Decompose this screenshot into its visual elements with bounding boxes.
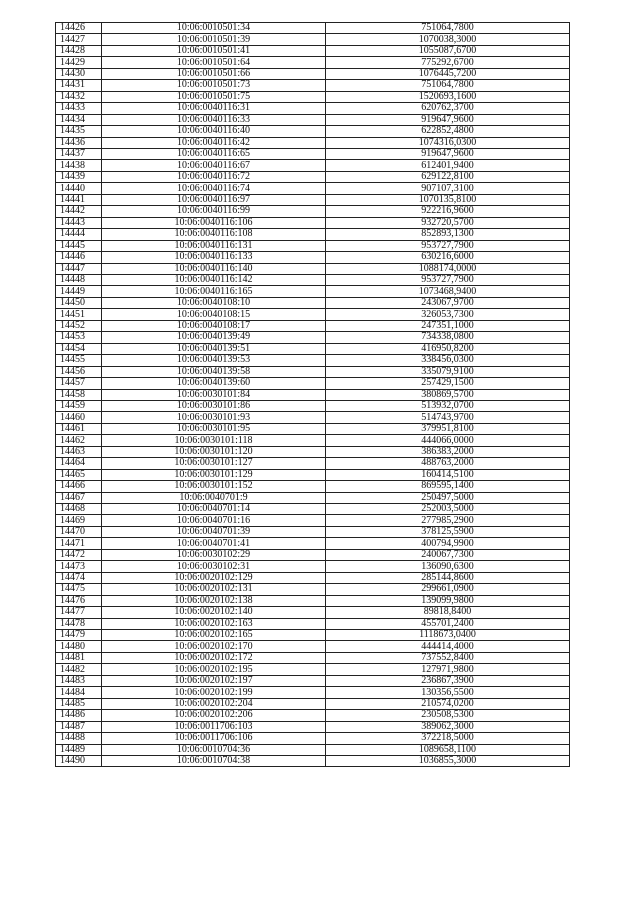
value-cell: 869595,1400: [326, 481, 570, 492]
cadastral-number-cell: 10:06:0040701:41: [102, 538, 326, 549]
row-number-cell: 14475: [56, 584, 102, 595]
value-cell: 380869,5700: [326, 389, 570, 400]
value-cell: 513932,0700: [326, 400, 570, 411]
cadastral-number-cell: 10:06:0010501:41: [102, 45, 326, 56]
cadastral-number-cell: 10:06:0020102:172: [102, 652, 326, 663]
value-cell: 130356,5500: [326, 687, 570, 698]
cadastral-number-cell: 10:06:0040139:58: [102, 366, 326, 377]
cadastral-number-cell: 10:06:0030102:31: [102, 561, 326, 572]
cadastral-number-cell: 10:06:0020102:131: [102, 584, 326, 595]
cadastral-number-cell: 10:06:0040116:74: [102, 183, 326, 194]
value-cell: 243067,9700: [326, 297, 570, 308]
table-row: [56, 103, 570, 114]
table-row: [56, 400, 570, 411]
value-cell: 379951,8100: [326, 423, 570, 434]
cadastral-number-cell: 10:06:0030101:129: [102, 469, 326, 480]
value-cell: 852893,1300: [326, 229, 570, 240]
value-cell: 285144,8600: [326, 572, 570, 583]
row-number-cell: 14466: [56, 481, 102, 492]
table-row: [56, 45, 570, 56]
value-cell: 612401,9400: [326, 160, 570, 171]
cadastral-number-cell: 10:06:0040701:14: [102, 504, 326, 515]
cadastral-number-cell: 10:06:0020102:163: [102, 618, 326, 629]
table-row: [56, 206, 570, 217]
table-row: [56, 148, 570, 159]
table-row: [56, 515, 570, 526]
cadastral-number-cell: 10:06:0011706:103: [102, 721, 326, 732]
table-row: [56, 572, 570, 583]
cadastral-number-cell: 10:06:0040139:49: [102, 332, 326, 343]
value-cell: 210574,0200: [326, 698, 570, 709]
cadastral-number-cell: 10:06:0030101:127: [102, 458, 326, 469]
row-number-cell: 14454: [56, 343, 102, 354]
cadastral-number-cell: 10:06:0040116:133: [102, 252, 326, 263]
cadastral-number-cell: 10:06:0040116:131: [102, 240, 326, 251]
table-row: [56, 240, 570, 251]
row-number-cell: 14468: [56, 504, 102, 515]
cadastral-number-cell: 10:06:0030101:86: [102, 400, 326, 411]
value-cell: 488763,2000: [326, 458, 570, 469]
cadastral-number-cell: 10:06:0010704:36: [102, 744, 326, 755]
table-row: [56, 34, 570, 45]
table-row: [56, 458, 570, 469]
table-row: [56, 526, 570, 537]
row-number-cell: 14482: [56, 664, 102, 675]
table-row: [56, 137, 570, 148]
table-row: [56, 423, 570, 434]
value-cell: 953727,7900: [326, 274, 570, 285]
cadastral-number-cell: 10:06:0011706:106: [102, 733, 326, 744]
cadastral-number-cell: 10:06:0040139:60: [102, 378, 326, 389]
cadastral-number-cell: 10:06:0040116:99: [102, 206, 326, 217]
row-number-cell: 14479: [56, 630, 102, 641]
table-row: [56, 469, 570, 480]
cadastral-number-cell: 10:06:0040116:65: [102, 148, 326, 159]
row-number-cell: 14480: [56, 641, 102, 652]
value-cell: 622852,4800: [326, 126, 570, 137]
cadastral-number-cell: 10:06:0020102:206: [102, 710, 326, 721]
row-number-cell: 14427: [56, 34, 102, 45]
table-row: [56, 549, 570, 560]
row-number-cell: 14456: [56, 366, 102, 377]
row-number-cell: 14473: [56, 561, 102, 572]
value-cell: 1074316,0300: [326, 137, 570, 148]
value-cell: 400794,9900: [326, 538, 570, 549]
cadastral-number-cell: 10:06:0020102:197: [102, 675, 326, 686]
value-cell: 378125,5900: [326, 526, 570, 537]
table-row: [56, 389, 570, 400]
row-number-cell: 14453: [56, 332, 102, 343]
value-cell: 372218,5000: [326, 733, 570, 744]
table-row: [56, 492, 570, 503]
value-cell: 1070135,8100: [326, 194, 570, 205]
row-number-cell: 14463: [56, 446, 102, 457]
row-number-cell: 14481: [56, 652, 102, 663]
table-row: [56, 744, 570, 755]
table-row: [56, 23, 570, 34]
cadastral-number-cell: 10:06:0040116:42: [102, 137, 326, 148]
value-cell: 386383,2000: [326, 446, 570, 457]
cadastral-value-table: [55, 22, 570, 767]
table-row: [56, 91, 570, 102]
cadastral-number-cell: 10:06:0040116:72: [102, 171, 326, 182]
value-cell: 1118673,0400: [326, 630, 570, 641]
table-row: [56, 538, 570, 549]
value-cell: 737552,8400: [326, 652, 570, 663]
value-cell: 1520693,1600: [326, 91, 570, 102]
table-row: [56, 194, 570, 205]
table-row: [56, 630, 570, 641]
row-number-cell: 14430: [56, 68, 102, 79]
row-number-cell: 14434: [56, 114, 102, 125]
value-cell: 919647,9600: [326, 148, 570, 159]
cadastral-number-cell: 10:06:0040108:10: [102, 297, 326, 308]
table-row: [56, 710, 570, 721]
cadastral-number-cell: 10:06:0040116:31: [102, 103, 326, 114]
value-cell: 416950,8200: [326, 343, 570, 354]
cadastral-number-cell: 10:06:0020102:165: [102, 630, 326, 641]
row-number-cell: 14444: [56, 229, 102, 240]
value-cell: 326053,7300: [326, 309, 570, 320]
table-row: [56, 664, 570, 675]
cadastral-number-cell: 10:06:0040108:17: [102, 320, 326, 331]
value-cell: 1089658,1100: [326, 744, 570, 755]
table-row: [56, 183, 570, 194]
row-number-cell: 14469: [56, 515, 102, 526]
row-number-cell: 14438: [56, 160, 102, 171]
table-row: [56, 584, 570, 595]
row-number-cell: 14478: [56, 618, 102, 629]
row-number-cell: 14464: [56, 458, 102, 469]
value-cell: 953727,7900: [326, 240, 570, 251]
row-number-cell: 14462: [56, 435, 102, 446]
row-number-cell: 14426: [56, 23, 102, 34]
row-number-cell: 14490: [56, 756, 102, 767]
cadastral-number-cell: 10:06:0040701:9: [102, 492, 326, 503]
table-row: [56, 435, 570, 446]
cadastral-number-cell: 10:06:0040701:39: [102, 526, 326, 537]
cadastral-number-cell: 10:06:0030101:84: [102, 389, 326, 400]
value-cell: 338456,0300: [326, 355, 570, 366]
value-cell: 629122,8100: [326, 171, 570, 182]
cadastral-number-cell: 10:06:0040116:165: [102, 286, 326, 297]
value-cell: 236867,3900: [326, 675, 570, 686]
cadastral-number-cell: 10:06:0020102:204: [102, 698, 326, 709]
row-number-cell: 14471: [56, 538, 102, 549]
row-number-cell: 14459: [56, 400, 102, 411]
cadastral-number-cell: 10:06:0040116:142: [102, 274, 326, 285]
value-cell: 514743,9700: [326, 412, 570, 423]
row-number-cell: 14461: [56, 423, 102, 434]
row-number-cell: 14447: [56, 263, 102, 274]
cadastral-number-cell: 10:06:0030101:95: [102, 423, 326, 434]
cadastral-number-cell: 10:06:0040116:33: [102, 114, 326, 125]
cadastral-number-cell: 10:06:0040139:51: [102, 343, 326, 354]
value-cell: 775292,6700: [326, 57, 570, 68]
table-row: [56, 68, 570, 79]
cadastral-number-cell: 10:06:0030101:120: [102, 446, 326, 457]
row-number-cell: 14474: [56, 572, 102, 583]
value-cell: 389062,3000: [326, 721, 570, 732]
cadastral-number-cell: 10:06:0040116:67: [102, 160, 326, 171]
cadastral-number-cell: 10:06:0040116:108: [102, 229, 326, 240]
table-row: [56, 561, 570, 572]
table-row: [56, 733, 570, 744]
row-number-cell: 14448: [56, 274, 102, 285]
table-row: [56, 263, 570, 274]
cadastral-number-cell: 10:06:0010501:34: [102, 23, 326, 34]
cadastral-number-cell: 10:06:0040701:16: [102, 515, 326, 526]
cadastral-number-cell: 10:06:0020102:195: [102, 664, 326, 675]
row-number-cell: 14432: [56, 91, 102, 102]
table-row: [56, 80, 570, 91]
value-cell: 257429,1500: [326, 378, 570, 389]
cadastral-number-cell: 10:06:0010501:73: [102, 80, 326, 91]
table-row: [56, 252, 570, 263]
table-row: [56, 160, 570, 171]
cadastral-number-cell: 10:06:0040108:15: [102, 309, 326, 320]
cadastral-number-cell: 10:06:0030101:118: [102, 435, 326, 446]
value-cell: 444066,0000: [326, 435, 570, 446]
row-number-cell: 14431: [56, 80, 102, 91]
row-number-cell: 14476: [56, 595, 102, 606]
value-cell: 1070038,3000: [326, 34, 570, 45]
table-row: [56, 114, 570, 125]
table-row: [56, 504, 570, 515]
row-number-cell: 14449: [56, 286, 102, 297]
cadastral-number-cell: 10:06:0020102:199: [102, 687, 326, 698]
table-row: [56, 378, 570, 389]
row-number-cell: 14441: [56, 194, 102, 205]
row-number-cell: 14439: [56, 171, 102, 182]
table-row: [56, 171, 570, 182]
table-body: [56, 23, 570, 767]
cadastral-number-cell: 10:06:0040139:53: [102, 355, 326, 366]
row-number-cell: 14470: [56, 526, 102, 537]
value-cell: 277985,2900: [326, 515, 570, 526]
value-cell: 240067,7300: [326, 549, 570, 560]
row-number-cell: 14465: [56, 469, 102, 480]
row-number-cell: 14472: [56, 549, 102, 560]
value-cell: 335079,9100: [326, 366, 570, 377]
table-row: [56, 332, 570, 343]
value-cell: 919647,9600: [326, 114, 570, 125]
table-row: [56, 698, 570, 709]
value-cell: 455701,2400: [326, 618, 570, 629]
value-cell: 1055087,6700: [326, 45, 570, 56]
cadastral-number-cell: 10:06:0010501:75: [102, 91, 326, 102]
cadastral-number-cell: 10:06:0020102:140: [102, 607, 326, 618]
cadastral-number-cell: 10:06:0020102:170: [102, 641, 326, 652]
row-number-cell: 14446: [56, 252, 102, 263]
row-number-cell: 14442: [56, 206, 102, 217]
row-number-cell: 14452: [56, 320, 102, 331]
row-number-cell: 14440: [56, 183, 102, 194]
row-number-cell: 14483: [56, 675, 102, 686]
value-cell: 1073468,9400: [326, 286, 570, 297]
table-row: [56, 641, 570, 652]
row-number-cell: 14467: [56, 492, 102, 503]
row-number-cell: 14429: [56, 57, 102, 68]
row-number-cell: 14450: [56, 297, 102, 308]
row-number-cell: 14485: [56, 698, 102, 709]
row-number-cell: 14437: [56, 148, 102, 159]
value-cell: 247351,1000: [326, 320, 570, 331]
cadastral-number-cell: 10:06:0010704:38: [102, 756, 326, 767]
value-cell: 230508,5300: [326, 710, 570, 721]
table-row: [56, 618, 570, 629]
table-row: [56, 309, 570, 320]
value-cell: 127971,9800: [326, 664, 570, 675]
cadastral-number-cell: 10:06:0040116:106: [102, 217, 326, 228]
table-row: [56, 595, 570, 606]
row-number-cell: 14436: [56, 137, 102, 148]
value-cell: 160414,5100: [326, 469, 570, 480]
row-number-cell: 14455: [56, 355, 102, 366]
row-number-cell: 14428: [56, 45, 102, 56]
row-number-cell: 14435: [56, 126, 102, 137]
table-row: [56, 607, 570, 618]
value-cell: 620762,3700: [326, 103, 570, 114]
row-number-cell: 14484: [56, 687, 102, 698]
table-row: [56, 286, 570, 297]
value-cell: 751064,7800: [326, 80, 570, 91]
table-row: [56, 57, 570, 68]
cadastral-number-cell: 10:06:0010501:39: [102, 34, 326, 45]
row-number-cell: 14445: [56, 240, 102, 251]
value-cell: 250497,5000: [326, 492, 570, 503]
value-cell: 89818,8400: [326, 607, 570, 618]
table-row: [56, 481, 570, 492]
value-cell: 907107,3100: [326, 183, 570, 194]
value-cell: 136090,6300: [326, 561, 570, 572]
table-row: [56, 412, 570, 423]
cadastral-number-cell: 10:06:0030101:93: [102, 412, 326, 423]
table-row: [56, 217, 570, 228]
value-cell: 299661,0900: [326, 584, 570, 595]
row-number-cell: 14477: [56, 607, 102, 618]
table-row: [56, 756, 570, 767]
table-row: [56, 320, 570, 331]
row-number-cell: 14487: [56, 721, 102, 732]
cadastral-number-cell: 10:06:0010501:66: [102, 68, 326, 79]
row-number-cell: 14488: [56, 733, 102, 744]
table-row: [56, 343, 570, 354]
value-cell: 444414,4000: [326, 641, 570, 652]
value-cell: 630216,6000: [326, 252, 570, 263]
value-cell: 139099,9800: [326, 595, 570, 606]
table-row: [56, 274, 570, 285]
row-number-cell: 14451: [56, 309, 102, 320]
table-row: [56, 721, 570, 732]
value-cell: 932720,5700: [326, 217, 570, 228]
cadastral-number-cell: 10:06:0040116:97: [102, 194, 326, 205]
cadastral-number-cell: 10:06:0040116:140: [102, 263, 326, 274]
value-cell: 1088174,0000: [326, 263, 570, 274]
row-number-cell: 14489: [56, 744, 102, 755]
table-row: [56, 366, 570, 377]
cadastral-number-cell: 10:06:0020102:138: [102, 595, 326, 606]
row-number-cell: 14486: [56, 710, 102, 721]
table-row: [56, 446, 570, 457]
table-row: [56, 297, 570, 308]
table-row: [56, 229, 570, 240]
table-row: [56, 652, 570, 663]
row-number-cell: 14457: [56, 378, 102, 389]
table-row: [56, 126, 570, 137]
table-row: [56, 687, 570, 698]
cadastral-number-cell: 10:06:0030101:152: [102, 481, 326, 492]
cadastral-number-cell: 10:06:0010501:64: [102, 57, 326, 68]
row-number-cell: 14458: [56, 389, 102, 400]
cadastral-number-cell: 10:06:0020102:129: [102, 572, 326, 583]
value-cell: 252003,5000: [326, 504, 570, 515]
value-cell: 922216,9600: [326, 206, 570, 217]
row-number-cell: 14460: [56, 412, 102, 423]
value-cell: 1036855,3000: [326, 756, 570, 767]
table-row: [56, 355, 570, 366]
row-number-cell: 14433: [56, 103, 102, 114]
table-row: [56, 675, 570, 686]
cadastral-number-cell: 10:06:0030102:29: [102, 549, 326, 560]
cadastral-number-cell: 10:06:0040116:40: [102, 126, 326, 137]
value-cell: 734338,0800: [326, 332, 570, 343]
row-number-cell: 14443: [56, 217, 102, 228]
value-cell: 1076445,7200: [326, 68, 570, 79]
value-cell: 751064,7800: [326, 23, 570, 34]
